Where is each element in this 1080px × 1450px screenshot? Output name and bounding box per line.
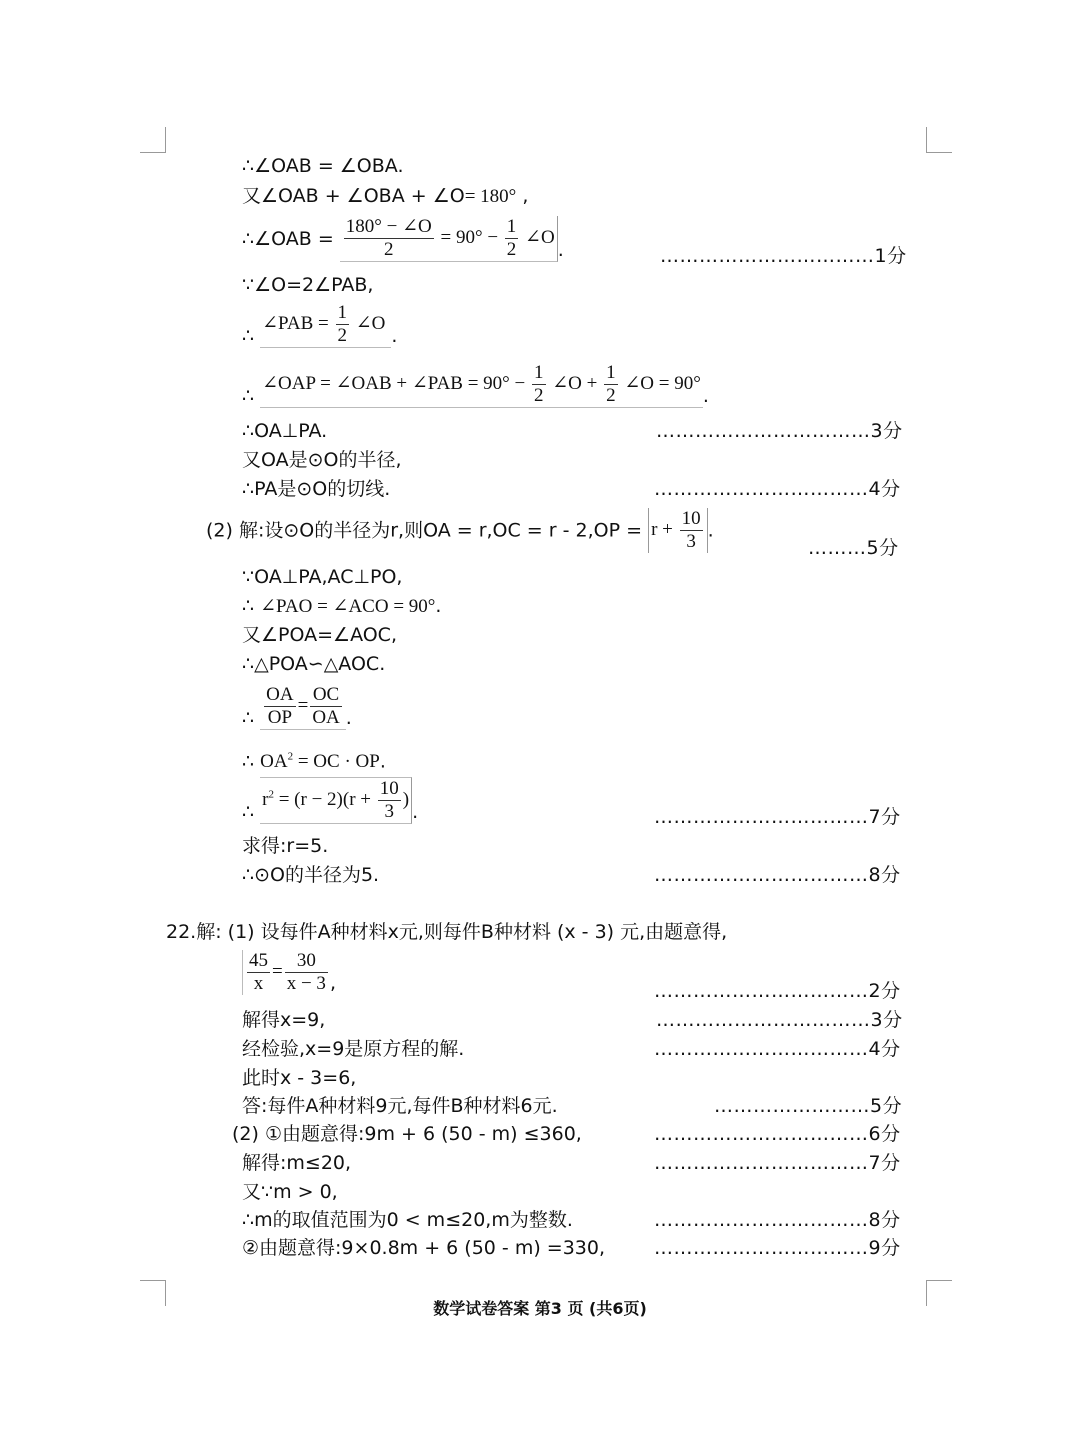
crop-mark [926, 1280, 952, 1281]
proof-line: ∵OA⊥PA,AC⊥PO, [242, 566, 403, 588]
score-mark: ……………………………7分 [654, 806, 901, 828]
proof-line: ②由题意得:9×0.8m + 6 (50 - m) =330, [242, 1237, 606, 1259]
proof-line: ∴ $OA^2$ = OC · OP. [242, 750, 386, 773]
score-mark: ……………………………4分 [654, 1038, 901, 1060]
proof-line: 答:每件A种材料9元,每件B种材料6元. [242, 1095, 558, 1117]
crop-mark [165, 127, 166, 153]
proof-line: 又∠OAB + ∠OBA + ∠O= 180° , [242, 185, 529, 207]
proof-line: 又∵m > 0, [242, 1181, 338, 1203]
proof-line: ∴ ∠PAO = ∠ACO = 90°. [242, 595, 442, 617]
proof-line: ∴ ∠OAP = ∠OAB + ∠PAB = 90° − $\frac{1}{2}$ ∠O + $\frac{1}{2}$ ∠O = 90°. [242, 362, 709, 407]
score-mark: ……………………………4分 [654, 478, 901, 500]
score-mark: ……………………5分 [714, 1095, 903, 1117]
proof-line: 解得x=9, [242, 1009, 326, 1031]
page-footer: 数学试卷答案 第3 页 (共6页) [433, 1299, 647, 1318]
crop-mark [926, 127, 927, 153]
score-mark: ……………………………8分 [654, 1209, 901, 1231]
proof-line: ∴PA是⊙O的切线. [242, 478, 391, 500]
proof-line: 又∠POA=∠AOC, [242, 624, 397, 646]
score-mark: ……………………………3分 [656, 1009, 903, 1031]
proof-line: ∴△POA∽△AOC. [242, 653, 386, 675]
proof-line: ∴OA⊥PA. [242, 420, 328, 442]
proof-line: 又OA是⊙O的半径, [242, 449, 402, 471]
proof-line: 此时x - 3=6, [242, 1067, 357, 1089]
score-mark: ……………………………7分 [654, 1152, 901, 1174]
proof-line: ∴ $\frac{OA}{OP}$ = $\frac{OC}{OA}$ . [242, 684, 352, 729]
proof-line: ∴m的取值范围为0 < m≤20,m为整数. [242, 1209, 573, 1231]
proof-line: ∵∠O=2∠PAB, [242, 274, 374, 296]
score-mark: ………5分 [808, 537, 899, 559]
score-mark: ……………………………8分 [654, 864, 901, 886]
score-mark: ……………………………6分 [654, 1123, 901, 1145]
proof-line: ∴ $r^2 = (r - 2)(r$ + $\frac{10}{3}$ ). [242, 778, 419, 823]
proof-line: (2) 解:设⊙O的半径为r,则OA = r,OC = r - 2,OP = r + $\frac{10}{3}$ . [206, 508, 714, 552]
equation-line: $\frac{45}{x}$ = $\frac{30}{x - 3}$ , [242, 950, 336, 995]
proof-line: ∴⊙O的半径为5. [242, 864, 380, 886]
proof-line: 求得:r=5. [242, 835, 329, 857]
score-mark: ……………………………3分 [656, 420, 903, 442]
proof-line: 经检验,x=9是原方程的解. [242, 1038, 465, 1060]
proof-line: (2) ①由题意得:9m + 6 (50 - m) ≤360, [232, 1123, 582, 1145]
question-22: 22.解: (1) 设每件A种材料x元,则每件B种材料 (x - 3) 元,由题意得, [166, 921, 728, 943]
crop-mark [926, 152, 952, 153]
score-mark: ……………………………1分 [660, 245, 907, 267]
proof-line: ∴∠OAB = $\frac{180^\circ - \angle O}{2}$ = 90° − $\frac{1}{2}$ ∠O. [242, 216, 564, 261]
score-mark: ……………………………9分 [654, 1237, 901, 1259]
proof-line: ∴ ∠PAB = $\frac{1}{2}$ ∠O. [242, 302, 398, 347]
crop-mark [140, 152, 166, 153]
crop-mark [140, 1280, 166, 1281]
proof-line: ∴∠OAB = ∠OBA. [242, 155, 404, 177]
score-mark: ……………………………2分 [654, 980, 901, 1002]
proof-line: 解得:m≤20, [242, 1152, 352, 1174]
